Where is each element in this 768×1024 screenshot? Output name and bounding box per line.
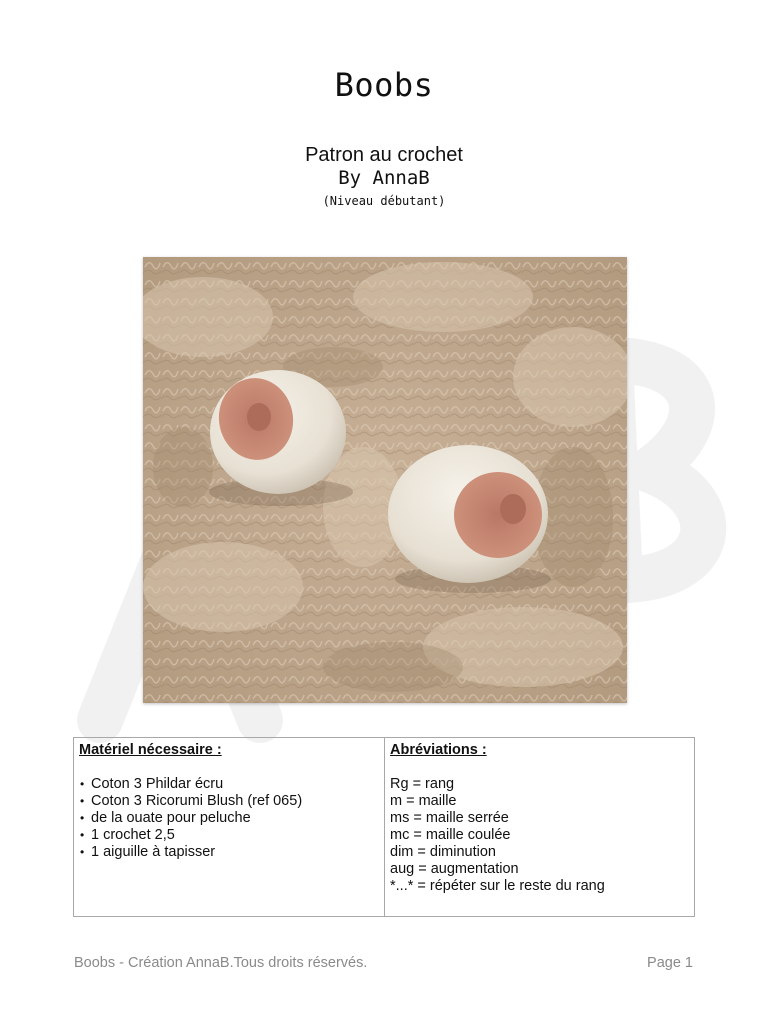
crochet-photo bbox=[143, 257, 627, 703]
abbreviation-item: Rg = rang bbox=[390, 776, 455, 792]
crochet-photo-illustration bbox=[143, 257, 627, 703]
abbreviation-item: *...* = répéter sur le reste du rang bbox=[390, 878, 605, 894]
abbreviations-heading: Abréviations : bbox=[390, 742, 487, 758]
materials-item: • 1 crochet 2,5 bbox=[79, 827, 379, 844]
abbreviations-list bbox=[390, 776, 689, 895]
materials-column bbox=[74, 738, 385, 916]
info-table bbox=[73, 737, 695, 917]
materials-list bbox=[79, 776, 379, 861]
materials-item: • Coton 3 Phildar écru bbox=[79, 776, 379, 793]
abbreviations-column bbox=[385, 738, 694, 916]
footer-copyright: Boobs - Création AnnaB.Tous droits réservés. bbox=[74, 955, 368, 971]
materials-item: • Coton 3 Ricorumi Blush (ref 065) bbox=[79, 793, 379, 810]
document-title: Boobs bbox=[334, 66, 434, 104]
abbreviation-item: mc = maille coulée bbox=[390, 827, 511, 843]
abbreviation-item: aug = augmentation bbox=[390, 861, 519, 877]
abbreviation-item: m = maille bbox=[390, 793, 457, 809]
document-subtitle: Patron au crochet bbox=[305, 144, 463, 166]
abbreviation-item: dim = diminution bbox=[390, 844, 496, 860]
abbreviation-item: ms = maille serrée bbox=[390, 810, 509, 826]
materials-heading: Matériel nécessaire : bbox=[79, 742, 222, 758]
materials-item: • de la ouate pour peluche bbox=[79, 810, 379, 827]
difficulty-level: (Niveau débutant) bbox=[322, 194, 446, 208]
materials-item: • 1 aiguille à tapisser bbox=[79, 844, 379, 861]
document-author: By AnnaB bbox=[338, 167, 430, 189]
page-number: Page 1 bbox=[647, 955, 693, 971]
